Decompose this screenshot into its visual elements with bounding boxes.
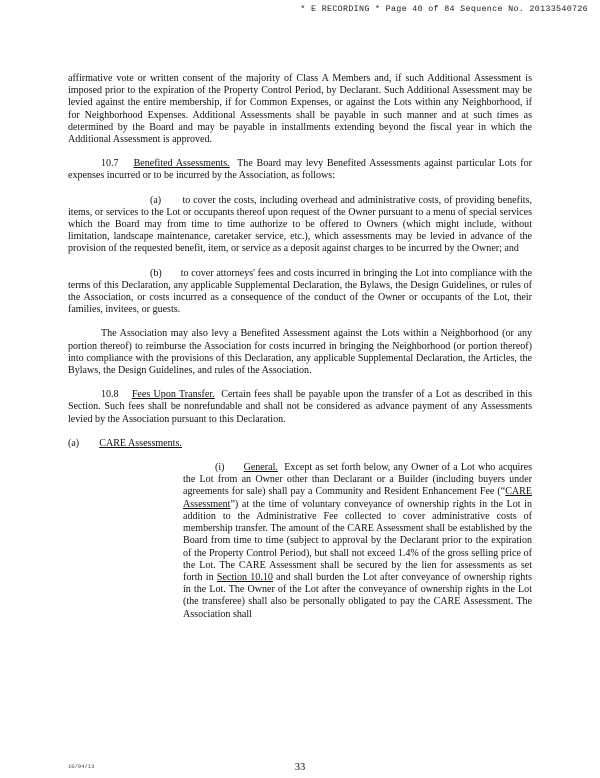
section-text: Certain fees shall be payable upon the transfer of a Lot as described in this Section. Such fees shall be nonrefundable and shall not be considered as advance payment of any Assessments levied by the Association pursuant to this Declaration. xyxy=(68,389,533,425)
clause-b xyxy=(68,268,532,317)
section-10-8 xyxy=(68,389,532,426)
clause-label: (b) xyxy=(150,267,162,279)
clause-title: General. xyxy=(243,462,278,474)
clause-text-part-2: ”) at the time of voluntary conveyance of ownership rights in the Lot in addition to the Administrative Fee collected to cover administrative costs of membership transfer. The amount of the CARE Assessment shall be established by the Board from time to time (subject to approval by the Declarant prior to the expiration of the Property Control Period), but shall not exceed 1.4% of the gross selling price of the Lot. The CARE Assessment shall be secured by the lien for assessments as set forth in xyxy=(183,498,532,583)
subsection-care-heading xyxy=(68,438,532,450)
clause-label: (a) xyxy=(150,194,162,206)
recording-header: * E RECORDING * Page 40 of 84 Sequence No. 20133540726 xyxy=(300,4,588,14)
clause-text-part-3: and shall burden the Lot after conveyance of ownership rights in the Lot. The Owner of the Lot after the conveyance of ownership rights in the Lot (the transferee) shall also be personally obligated to pay the CARE Assessment. The Association shall xyxy=(183,571,532,620)
section-text: The Board may levy Benefited Assessments against particular Lots for expenses incurred or to be incurred by the Association, as follows: xyxy=(68,158,532,182)
section-title: Benefited Assessments. xyxy=(133,158,230,170)
paragraph-additional-assessment: affirmative vote or written consent of the majority of Class A Members and, if such Additional Assessment is imposed prior to the expiration of the Property Control Period, by Declarant. Such Additional Assessment may be levied against the entire membership, if for Common Expenses, or against the Lots within any Neighborhood, if for Neighborhood Expenses. Additional Assessments shall be payable in such manner and at such times as determined by the Board and may be payable in installments extending beyond the fiscal year in which the Additional Assessment is approved. xyxy=(68,73,532,146)
clause-text: to cover attorneys' fees and costs incurred in bringing the Lot into compliance with the terms of this Declaration, any applicable Supplemental Declaration, the Bylaws, the Design Guidelines, or rules of the Association, or costs incurred as a consequence of the conduct of the Owner or occupants of the Lot, their families, invitees, or guests. xyxy=(68,267,532,316)
section-reference: Section 10.10 xyxy=(216,571,273,583)
section-title: Fees Upon Transfer. xyxy=(131,389,215,401)
clause-a xyxy=(68,195,532,256)
page-number: 33 xyxy=(294,762,306,773)
document-code: 10/04/13 xyxy=(68,763,95,770)
document-body xyxy=(68,73,532,621)
section-10-7 xyxy=(68,158,532,182)
subsection-title: CARE Assessments. xyxy=(99,437,182,449)
clause-label: (i) xyxy=(215,462,225,474)
clause-text-part-1: Except as set forth below, any Owner of a Lot who acquires the Lot from an Owner other than Declarant or a Builder (including buyers under agreements for sale) shall pay a Community and Resident Enhancement Fee (“ xyxy=(183,462,532,498)
paragraph-neighborhood-assessment: The Association may also levy a Benefited Assessment against the Lots within a Neighborhood (or any portion thereof) to reimburse the Association for costs incurred in bringing the Neighborhood (or portion thereof) into compliance with the provisions of this Declaration, any applicable Supplemental Declaration, the Articles, the Bylaws, the Design Guidelines, and rules of the Association. xyxy=(68,328,532,377)
section-number: 10.8 xyxy=(101,389,119,401)
subsection-label: (a) xyxy=(68,437,80,449)
section-number: 10.7 xyxy=(101,158,119,170)
clause-i-general xyxy=(183,462,532,621)
defined-term: CARE Assessment xyxy=(183,486,532,510)
clause-text: to cover the costs, including overhead and administrative costs, of providing benefits, items, or services to the Lot or occupants thereof upon request of the Owner pursuant to a menu of special services which the Board may from time to time authorize to be offered to Owners (which might include, without limitation, landscape maintenance, caretaker service, etc.), which assessments may be levied in advance of the provision of the requested benefit, item, or service as a deposit against charges to be incurred by the Owner; and xyxy=(68,194,532,255)
